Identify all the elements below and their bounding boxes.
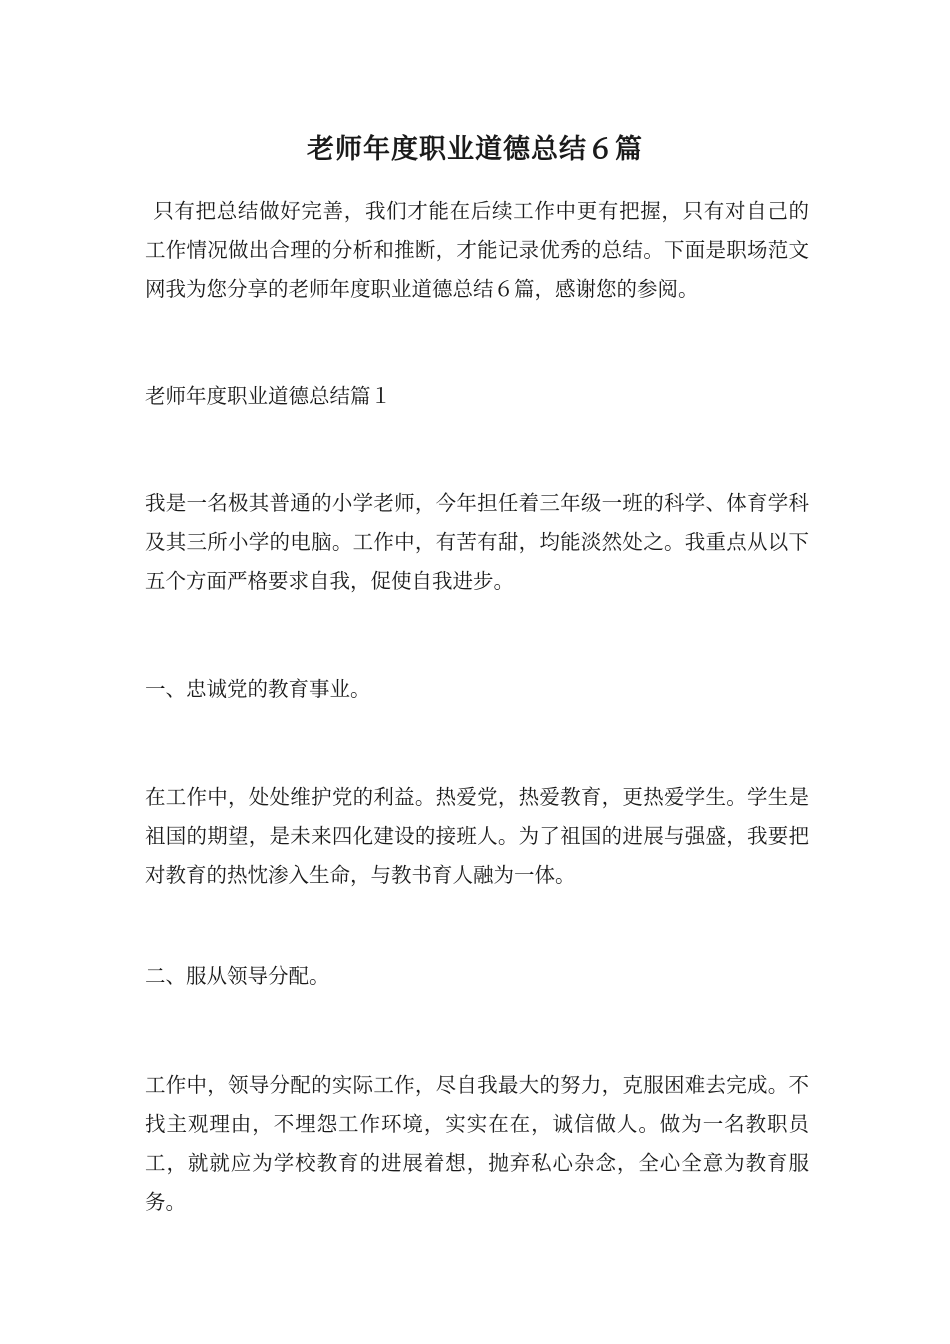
- section-heading: 老师年度职业道德总结篇１: [145, 384, 391, 408]
- heading-obedience: 二、服从领导分配。: [145, 964, 330, 988]
- paragraph-2: 在工作中，处处维护党的利益。热爱党，热爱教育，更热爱学生。学生是祖国的期望，是未来四化建设的接班人。为了祖国的进展与强盛，我要把对教育的热忱渗入生命，与教书育人融为一体。: [145, 785, 809, 887]
- paragraph-1: 我是一名极其普通的小学老师，今年担任着三年级一班的科学、体育学科及其三所小学的电脑。工作中，有苦有甜，均能淡然处之。我重点从以下五个方面严格要求自我，促使自我进步。: [145, 491, 809, 593]
- document-title: 老师年度职业道德总结６篇: [307, 134, 643, 165]
- paragraph-3: 工作中，领导分配的实际工作，尽自我最大的努力，克服困难去完成。不找主观理由，不埋怨工作环境，实实在在，诚信做人。做为一名教职员工，就就应为学校教育的进展着想，抛弃私心杂念，全心全意为教育服务。: [145, 1073, 809, 1214]
- intro-paragraph: 只有把总结做好完善，我们才能在后续工作中更有把握，只有对自己的工作情况做出合理的分析和推断，才能记录优秀的总结。下面是职场范文网我为您分享的老师年度职业道德总结６篇，感谢您的参阅。: [145, 199, 809, 301]
- heading-loyalty: 一、忠诚党的教育事业。: [145, 677, 371, 701]
